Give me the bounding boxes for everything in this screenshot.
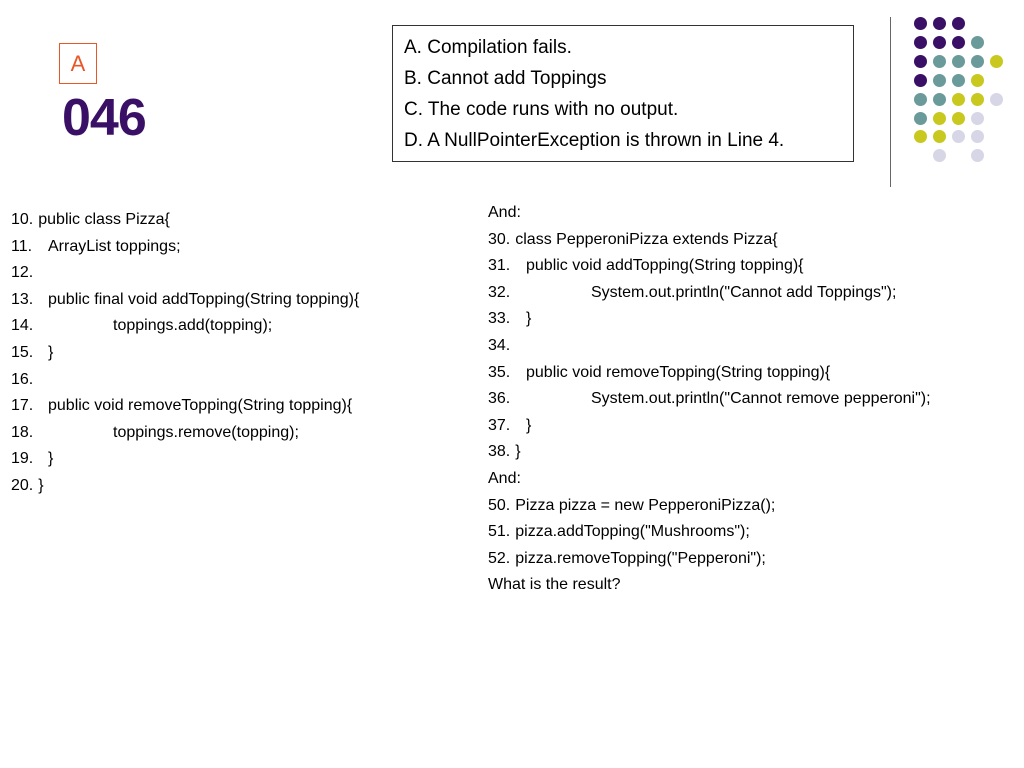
code-line <box>11 420 359 447</box>
option-d: D. A NullPointerException is thrown in Line 4. <box>404 130 785 151</box>
line-number: 30. <box>488 230 511 248</box>
decorative-dot <box>971 93 984 106</box>
decorative-dot <box>971 55 984 68</box>
option-b: B. Cannot add Toppings <box>404 68 607 89</box>
decorative-dot <box>952 112 965 125</box>
line-number: 37. <box>488 416 511 434</box>
line-number: 36. <box>488 390 511 408</box>
code-text: public void removeTopping(String topping){ <box>526 363 831 381</box>
decorative-dot <box>952 36 965 49</box>
line-number: 38. <box>488 443 511 461</box>
code-line <box>488 413 931 440</box>
code-line <box>488 360 931 387</box>
decorative-dot <box>914 36 927 49</box>
code-text: And: <box>488 469 521 487</box>
code-text: pizza.removeTopping("Pepperoni"); <box>515 549 766 567</box>
code-line <box>11 473 359 500</box>
decorative-dot <box>952 74 965 87</box>
line-number: 52. <box>488 549 511 567</box>
code-line <box>11 313 359 340</box>
line-number: 10. <box>11 211 34 228</box>
code-text: System.out.println("Cannot remove pepperoni"); <box>591 390 931 408</box>
code-line <box>11 340 359 367</box>
decorative-dot <box>933 149 946 162</box>
code-text: class PepperoniPizza extends Pizza{ <box>515 230 778 248</box>
decorative-dot <box>971 74 984 87</box>
code-text: What is the result? <box>488 576 621 594</box>
code-line <box>11 367 359 394</box>
code-text: } <box>526 416 532 434</box>
line-number: 50. <box>488 496 511 514</box>
decorative-dot <box>933 74 946 87</box>
line-number: 35. <box>488 363 511 381</box>
code-text: System.out.println("Cannot add Toppings"); <box>591 283 897 301</box>
code-line <box>11 287 359 314</box>
code-line <box>488 519 931 546</box>
line-number: 12. <box>11 264 34 282</box>
answer-options <box>392 25 854 162</box>
code-line <box>488 466 931 493</box>
line-number: 16. <box>11 370 34 388</box>
line-number: 11. <box>11 237 33 255</box>
code-line <box>488 439 931 466</box>
code-line <box>488 572 931 599</box>
code-text: pizza.addTopping("Mushrooms"); <box>515 523 750 541</box>
code-text: toppings.remove(topping); <box>113 423 299 441</box>
decorative-dot <box>971 130 984 143</box>
code-line <box>488 386 931 413</box>
answer-label: A <box>59 43 97 84</box>
code-line <box>488 546 931 573</box>
question-number: 046 <box>62 89 146 147</box>
code-text: } <box>526 310 532 328</box>
decorative-dot <box>933 36 946 49</box>
code-line <box>488 200 931 227</box>
decorative-divider <box>890 17 891 187</box>
decorative-dot <box>933 93 946 106</box>
code-text: And: <box>488 204 521 221</box>
option-c: C. The code runs with no output. <box>404 99 679 120</box>
code-text: } <box>38 476 44 494</box>
line-number: 33. <box>488 310 511 328</box>
decorative-dot <box>952 93 965 106</box>
code-text: public class Pizza{ <box>38 211 170 228</box>
code-line <box>488 253 931 280</box>
line-number: 31. <box>488 257 511 275</box>
line-number: 51. <box>488 523 511 541</box>
line-number: 32. <box>488 283 511 301</box>
decorative-dot <box>952 17 965 30</box>
line-number: 34. <box>488 336 511 354</box>
decorative-dot <box>914 93 927 106</box>
line-number: 19. <box>11 450 34 468</box>
line-number: 14. <box>11 317 34 335</box>
decorative-dot <box>933 17 946 30</box>
code-text: public void removeTopping(String topping){ <box>48 397 353 415</box>
line-number: 18. <box>11 423 34 441</box>
decorative-dot <box>952 130 965 143</box>
decorative-dot <box>971 112 984 125</box>
option-a: A. Compilation fails. <box>404 37 572 58</box>
line-number: 15. <box>11 343 34 361</box>
code-line <box>11 393 359 420</box>
code-text: public void addTopping(String topping){ <box>526 257 804 275</box>
decorative-dot <box>914 17 927 30</box>
code-line <box>488 227 931 254</box>
decorative-dot <box>933 112 946 125</box>
code-text: toppings.add(topping); <box>113 317 273 335</box>
code-block-pizza <box>11 207 359 500</box>
code-line <box>11 207 359 234</box>
code-line <box>488 333 931 360</box>
code-line <box>488 493 931 520</box>
decorative-dot <box>933 55 946 68</box>
line-number: 17. <box>11 397 34 415</box>
decorative-dot <box>914 112 927 125</box>
decorative-dot <box>914 74 927 87</box>
decorative-dot <box>990 93 1003 106</box>
code-text: } <box>48 343 54 361</box>
code-text: Pizza pizza = new PepperoniPizza(); <box>515 496 776 514</box>
decorative-dot <box>971 36 984 49</box>
line-number: 13. <box>11 290 34 308</box>
decorative-dot <box>990 55 1003 68</box>
code-line <box>488 280 931 307</box>
code-line <box>11 260 359 287</box>
decorative-dot <box>933 130 946 143</box>
decorative-dot <box>914 130 927 143</box>
code-block-pepperoni <box>488 200 931 599</box>
decorative-dot <box>952 55 965 68</box>
code-line <box>488 306 931 333</box>
line-number: 20. <box>11 476 34 494</box>
code-text: } <box>515 443 521 461</box>
code-text: public final void addTopping(String topping){ <box>48 290 360 308</box>
decorative-dot <box>971 149 984 162</box>
code-text: ArrayList toppings; <box>48 237 181 255</box>
code-line <box>11 446 359 473</box>
decorative-dot <box>914 55 927 68</box>
code-line <box>11 234 359 261</box>
code-text: } <box>48 450 54 468</box>
